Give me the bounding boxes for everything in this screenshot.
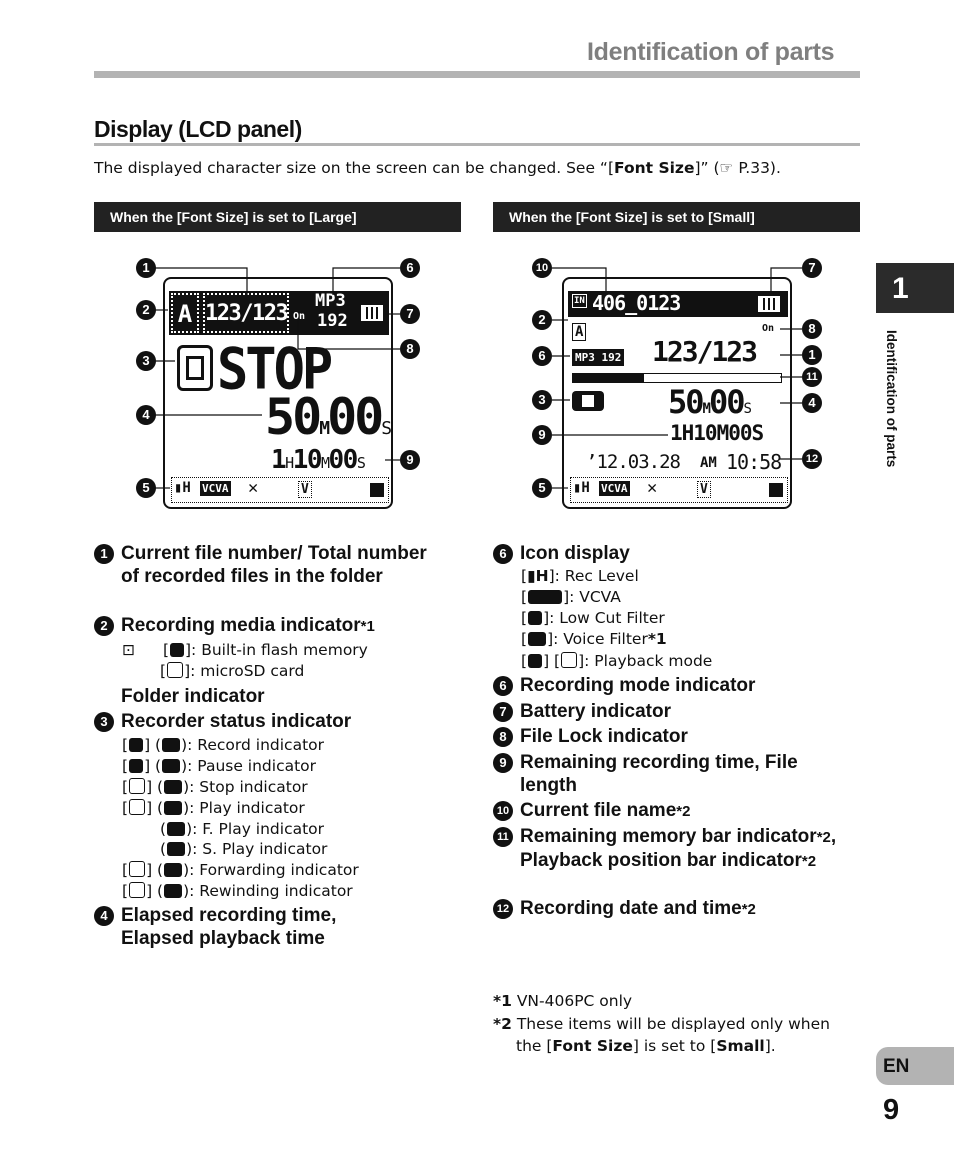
callout-large-1: 1 [136, 258, 156, 278]
playback-legend-icon [528, 654, 542, 668]
item-3-text: Recorder status indicator [121, 711, 352, 732]
lcd-large-remain-s: 00 [328, 445, 357, 475]
item-10-text: Current file name [520, 800, 677, 821]
small-font-bar: When the [Font Size] is set to [Small] [493, 202, 860, 232]
footnote-2-part-a: the [ [516, 1037, 553, 1055]
item-8-text: File Lock indicator [520, 726, 688, 747]
status-rewind: [ ] ( ): Rewinding indicator [122, 882, 353, 900]
footnote-1-text: VN-406PC only [511, 992, 633, 1010]
large-font-bar: When the [Font Size] is set to [Large] [94, 202, 461, 232]
lcd-large-elapsed-sec: 00 [327, 388, 382, 446]
item-12-number: 12 [493, 899, 513, 919]
section-title: Identification of parts [587, 38, 835, 66]
media-sd: [ ]: microSD card [160, 662, 305, 680]
page-heading: Display (LCD panel) [94, 116, 302, 142]
callout-small-3: 3 [532, 390, 552, 410]
vcva-icon: VCVA [202, 482, 229, 495]
play-small-icon [164, 801, 182, 815]
status-rewind-text: ): Rewinding indicator [183, 882, 353, 900]
chapter-title-vertical: Identification of parts [884, 330, 899, 468]
callout-large-2: 2 [136, 300, 156, 320]
item-1-text: Current file number/ Total number of recorded files in the folder [121, 543, 427, 587]
splay-icon [167, 842, 185, 856]
lcd-large-file-number: 123/123 [203, 293, 289, 333]
fplay-icon [167, 822, 185, 836]
item-9-text: Remaining recording time, File length [520, 752, 798, 796]
item-6-icons-number: 6 [493, 544, 513, 564]
lcd-large-status: STOP [217, 337, 331, 403]
microsd-icon [167, 662, 183, 678]
icon-lowcut: [ ]: Low Cut Filter [521, 609, 665, 627]
callout-small-7: 7 [802, 258, 822, 278]
item-1 [94, 542, 444, 588]
voice-filter-icon: V [697, 481, 711, 498]
item-6-icons-text: Icon display [520, 543, 630, 564]
item-6-icons [493, 542, 853, 565]
lcd-small-file-number: 123/123 [652, 335, 757, 368]
item-12-text: Recording date and time [520, 898, 742, 919]
language-tab: EN [876, 1047, 954, 1085]
chapter-tab: 1 [876, 263, 954, 313]
vcva-icon: VCVA [601, 482, 628, 495]
item-10-note: *2 [676, 803, 691, 820]
item-7-text: Battery indicator [520, 701, 671, 722]
item-10-number: 10 [493, 801, 513, 821]
item-7-number: 7 [493, 702, 513, 722]
folder-indicator-text: Folder indicator [121, 686, 265, 707]
footnote-2-line2 [516, 1035, 776, 1057]
lcd-large-remain-hu: H [285, 454, 293, 472]
playback-legend-icon-2 [561, 652, 577, 668]
item-1-number: 1 [94, 544, 114, 564]
callout-large-8: 8 [400, 339, 420, 359]
footnote-2-text: These items will be displayed only when [511, 1015, 830, 1033]
lcd-large-elapsed-unit: S [381, 418, 390, 439]
lcd-small-ampm: AM [700, 455, 717, 471]
status-pause-text: ): Pause indicator [181, 757, 317, 775]
lcd-small-elapsed-unit: S [743, 401, 750, 417]
icon-voice: [ ]: Voice Filter*1 [521, 630, 667, 648]
stop-icon [129, 778, 145, 794]
item-7 [493, 700, 853, 723]
lcd-small-elapsed-sec: 00 [708, 383, 744, 421]
media-internal-text: ]: Built-in flash memory [185, 641, 368, 659]
low-cut-icon: ✕ [248, 478, 259, 498]
lcd-small-elapsed-min: 50 [668, 383, 703, 421]
callout-small-10: 10 [532, 258, 552, 278]
stop-small-icon [164, 780, 182, 794]
lcd-small-elapsed-m: M [702, 401, 709, 417]
status-stop-text: ): Stop indicator [183, 778, 308, 796]
footnote-1-mark: *1 [493, 992, 512, 1010]
callout-large-4: 4 [136, 405, 156, 425]
status-play: [ ] ( ): Play indicator [122, 799, 305, 817]
icon-voice-text: ]: Voice Filter [547, 630, 648, 648]
play-icon [129, 799, 145, 815]
lcd-large-elapsed-m: M [319, 418, 328, 439]
record-small-icon [162, 738, 180, 752]
item-9 [493, 751, 803, 797]
item-2-note: *1 [360, 618, 375, 635]
item-9-number: 9 [493, 753, 513, 773]
status-splay-text: ): S. Play indicator [186, 840, 328, 858]
forward-small-icon [164, 863, 182, 877]
lcd-large-remain-su: S [356, 454, 365, 472]
status-fplay-text: ): F. Play indicator [186, 820, 325, 838]
voice-filter-icon: V [298, 481, 312, 498]
callout-small-11: 11 [802, 367, 822, 387]
footnote-2-part-c: ] is set to [ [632, 1037, 717, 1055]
media-internal: ⊡ [ ]: Built-in flash memory [122, 641, 368, 659]
callout-small-1: 1 [802, 345, 822, 365]
low-cut-icon: ✕ [647, 478, 658, 498]
item-6-mode-number: 6 [493, 676, 513, 696]
lcd-large-mode-bottom: 192 [317, 311, 348, 331]
footnote-2-mark: *2 [493, 1015, 512, 1033]
callout-large-7: 7 [400, 304, 420, 324]
status-fplay: ( ): F. Play indicator [160, 820, 325, 838]
icon-playback: [ ] [ ]: Playback mode [521, 652, 713, 670]
item-6-mode-text: Recording mode indicator [520, 675, 756, 696]
page-number: 9 [883, 1094, 900, 1126]
item-12 [493, 897, 853, 921]
lcd-large-elapsed-min: 50 [265, 388, 320, 446]
item-11-note2: *2 [801, 853, 817, 870]
status-record: [ ] ( ): Record indicator [122, 736, 324, 754]
item-12-note: *2 [741, 901, 756, 918]
lcd-large-lock: On [293, 311, 306, 322]
lcd-small-in-icon: IN [574, 296, 585, 306]
item-4-text: Elapsed recording time, Elapsed playback time [121, 905, 337, 949]
pause-icon [129, 759, 143, 773]
status-forward-text: ): Forwarding indicator [183, 861, 359, 879]
callout-large-3: 3 [136, 351, 156, 371]
footnote-2-part-e: ]. [764, 1037, 776, 1055]
lcd-large-mode-top: MP3 [315, 291, 346, 311]
lcd-large-folder-icon: A [171, 293, 199, 333]
callout-small-12: 12 [802, 449, 822, 469]
callout-small-8: 8 [802, 319, 822, 339]
intro-suffix: ]” (☞ P.33). [694, 159, 781, 177]
item-3 [94, 710, 444, 733]
item-11 [493, 825, 863, 873]
callout-large-6: 6 [400, 258, 420, 278]
footnote-1 [493, 990, 632, 1012]
media-sd-text: ]: microSD card [184, 662, 305, 680]
callout-large-9: 9 [400, 450, 420, 470]
lcd-small-mode: MP3 192 [572, 349, 624, 366]
lcd-small-date: ’12.03.28 [586, 451, 680, 473]
lcd-large-remain-m: 10 [292, 445, 321, 475]
item-3-number: 3 [94, 712, 114, 732]
icon-vcva: [ ]: VCVA [521, 588, 621, 606]
footnote-2-part-b: Font Size [552, 1037, 633, 1055]
icon-lowcut-text: ]: Low Cut Filter [543, 609, 665, 627]
vcva-legend-icon [528, 590, 562, 604]
status-forward: [ ] ( ): Forwarding indicator [122, 861, 359, 879]
intro-bold: Font Size [614, 159, 695, 177]
item-11-number: 11 [493, 827, 513, 847]
item-8 [493, 725, 853, 748]
intro-prefix: The displayed character size on the screen can be changed. See “[ [94, 159, 614, 177]
folder-icon: ⊡ [122, 641, 135, 659]
lcd-small-lock: On [762, 323, 775, 334]
item-2-number: 2 [94, 616, 114, 636]
rewind-icon [129, 882, 145, 898]
record-icon [129, 738, 143, 752]
item-2 [94, 614, 444, 638]
item-10 [493, 799, 853, 823]
rewind-small-icon [164, 884, 182, 898]
folder-indicator [94, 685, 444, 708]
icon-vcva-text: ]: VCVA [563, 588, 621, 606]
item-11-text: Remaining memory bar indicator [520, 826, 817, 847]
status-stop: [ ] ( ): Stop indicator [122, 778, 308, 796]
icon-playback-text: ]: Playback mode [578, 652, 713, 670]
forward-icon [129, 861, 145, 877]
mic-level-icon: ▮H [573, 480, 590, 496]
lcd-large-remain-h: 1 [271, 445, 286, 475]
item-11-note: *2 [816, 829, 831, 846]
footnote-2 [493, 1013, 830, 1035]
lcd-small-filename: 406_0123 [592, 291, 681, 315]
status-play-text: ): Play indicator [183, 799, 305, 817]
item-11-text2: , Playback position bar indicator [520, 826, 837, 871]
footnote-2-part-d: Small [716, 1037, 765, 1055]
low-cut-legend-icon [528, 611, 542, 625]
status-pause: [ ] ( ): Pause indicator [122, 757, 317, 775]
lcd-small-clock: 10:58 [726, 450, 782, 474]
status-record-text: ): Record indicator [181, 736, 324, 754]
lcd-small-folder-icon: A [572, 323, 586, 341]
internal-memory-icon [170, 643, 184, 657]
item-2-text: Recording media indicator [121, 615, 361, 636]
callout-small-9: 9 [532, 425, 552, 445]
icon-voice-note: *1 [647, 630, 667, 648]
icon-rec-level: [▮H]: Rec Level [521, 567, 639, 585]
voice-filter-legend-icon [528, 632, 546, 646]
mic-level-icon: ▮H [174, 480, 191, 496]
item-8-number: 8 [493, 727, 513, 747]
icon-rec-level-text: ]: Rec Level [548, 567, 639, 585]
callout-large-5: 5 [136, 478, 156, 498]
callout-small-5: 5 [532, 478, 552, 498]
item-4 [94, 904, 394, 950]
pause-small-icon [162, 759, 180, 773]
status-splay: ( ): S. Play indicator [160, 840, 328, 858]
lcd-large-remain-mu: M [321, 454, 329, 472]
lcd-small-remaining: 1H10M00S [670, 421, 764, 445]
rec-level-icon: ▮H [527, 567, 549, 585]
callout-small-4: 4 [802, 393, 822, 413]
callout-small-6: 6 [532, 346, 552, 366]
callout-small-2: 2 [532, 310, 552, 330]
item-6-mode [493, 674, 853, 697]
item-4-number: 4 [94, 906, 114, 926]
